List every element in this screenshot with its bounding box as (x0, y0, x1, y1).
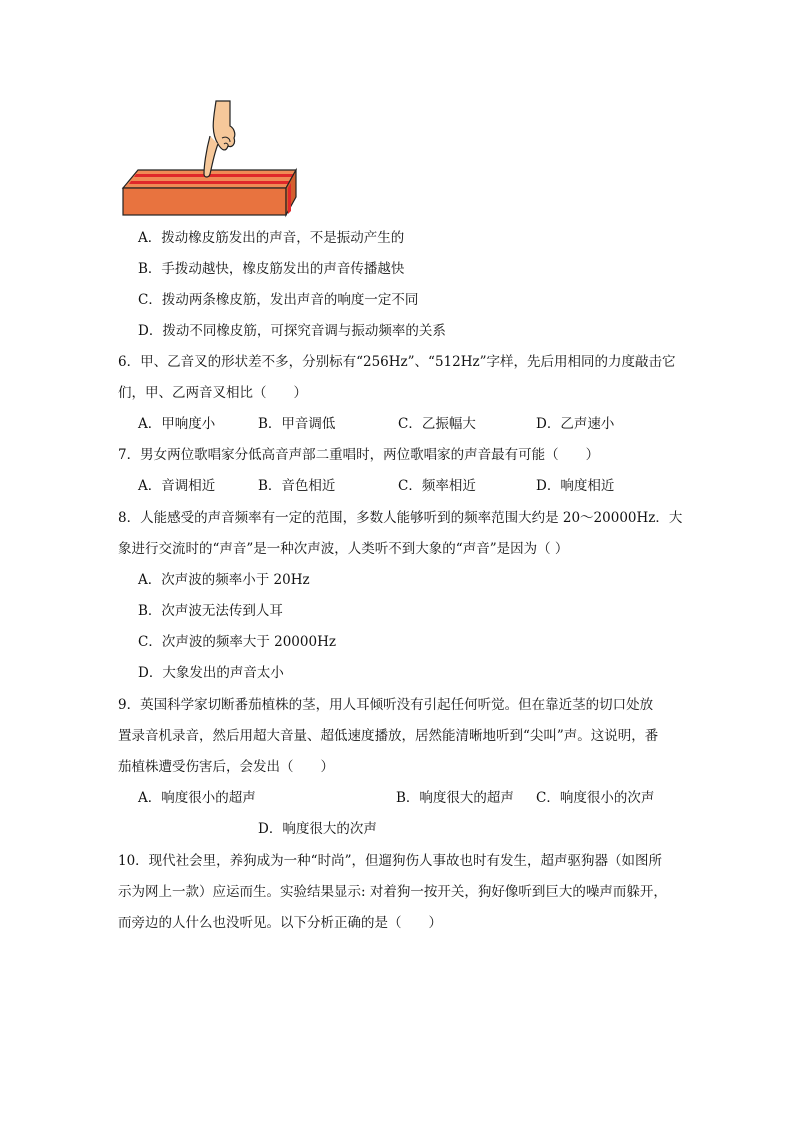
q5-option-d: D．拨动不同橡皮筋，可探究音调与振动频率的关系 (138, 323, 446, 339)
rubber-band-figure (118, 96, 298, 220)
q9-option-a: A．响度很小的超声 (138, 790, 256, 806)
q8-stem-line-1: 8．人能感受的声音频率有一定的范围，多数人能够听到的频率范围大约是 20～20000Hz．大 (118, 510, 683, 526)
q7-option-c: C．频率相近 (398, 478, 476, 494)
rubber-band-1 (134, 174, 294, 177)
q5-option-b: B．手拨动越快，橡皮筋发出的声音传播越快 (138, 261, 405, 277)
q5-option-a: A．拨动橡皮筋发出的声音，不是振动产生的 (138, 230, 405, 246)
q5-option-c: C．拨动两条橡皮筋，发出声音的响度一定不同 (138, 292, 419, 308)
q6-option-c: C．乙振幅大 (398, 416, 476, 432)
finger-icon (204, 101, 235, 177)
q10-stem-line-2: 示为网上一款）应运而生。实验结果显示: 对着狗一按开关，狗好像听到巨大的噪声而躲开， (118, 884, 667, 900)
q6-option-b: B．甲音调低 (258, 416, 336, 432)
q9-stem-line-3: 茄植株遭受伤害后，会发出（ ） (118, 759, 334, 775)
q7-stem-line-1: 7．男女两位歌唱家分低高音声部二重唱时，两位歌唱家的声音最有可能（ ） (118, 447, 600, 463)
rubber-band-2 (129, 181, 290, 184)
q9-stem-line-1: 9．英国科学家切断番茄植株的茎，用人耳倾听没有引起任何听觉。但在靠近茎的切口处放 (118, 697, 654, 713)
q8-stem-line-2: 象进行交流时的“声音”是一种次声波，人类听不到大象的“声音”是因为（ ） (118, 541, 569, 557)
q9-option-b: B．响度很大的超声 (396, 790, 514, 806)
q9-stem-line-2: 置录音机录音，然后用超大音量、超低速度播放，居然能清晰地听到“尖叫”声。这说明，番 (118, 728, 659, 744)
q8-option-d: D．大象发出的声音太小 (138, 665, 284, 681)
q6-option-d: D．乙声速小 (536, 416, 615, 432)
q7-option-a: A．音调相近 (138, 478, 216, 494)
q7-option-b: B．音色相近 (258, 478, 336, 494)
q8-option-c: C．次声波的频率大于 20000Hz (138, 634, 336, 650)
q8-option-b: B．次声波无法传到人耳 (138, 603, 283, 619)
q8-option-a: A．次声波的频率小于 20Hz (138, 572, 310, 588)
q9-option-d: D．响度很大的次声 (258, 821, 377, 837)
q6-stem-line-2: 们，甲、乙两音叉相比（ ） (118, 385, 307, 401)
q7-option-d: D．响度相近 (536, 478, 615, 494)
q9-option-c: C．响度很小的次声 (536, 790, 655, 806)
q10-stem-line-3: 而旁边的人什么也没听见。以下分析正确的是（ ） (118, 915, 442, 931)
q10-stem-line-1: 10．现代社会里，养狗成为一种“时尚”，但遛狗伤人事故也时有发生，超声驱狗器（如图所 (118, 853, 662, 869)
q6-option-a: A．甲响度小 (138, 416, 216, 432)
block-front-face (123, 188, 286, 215)
q6-stem-line-1: 6．甲、乙音叉的形状差不多，分别标有“256Hz”、“512Hz”字样，先后用相同的力度敲击它 (118, 354, 676, 370)
